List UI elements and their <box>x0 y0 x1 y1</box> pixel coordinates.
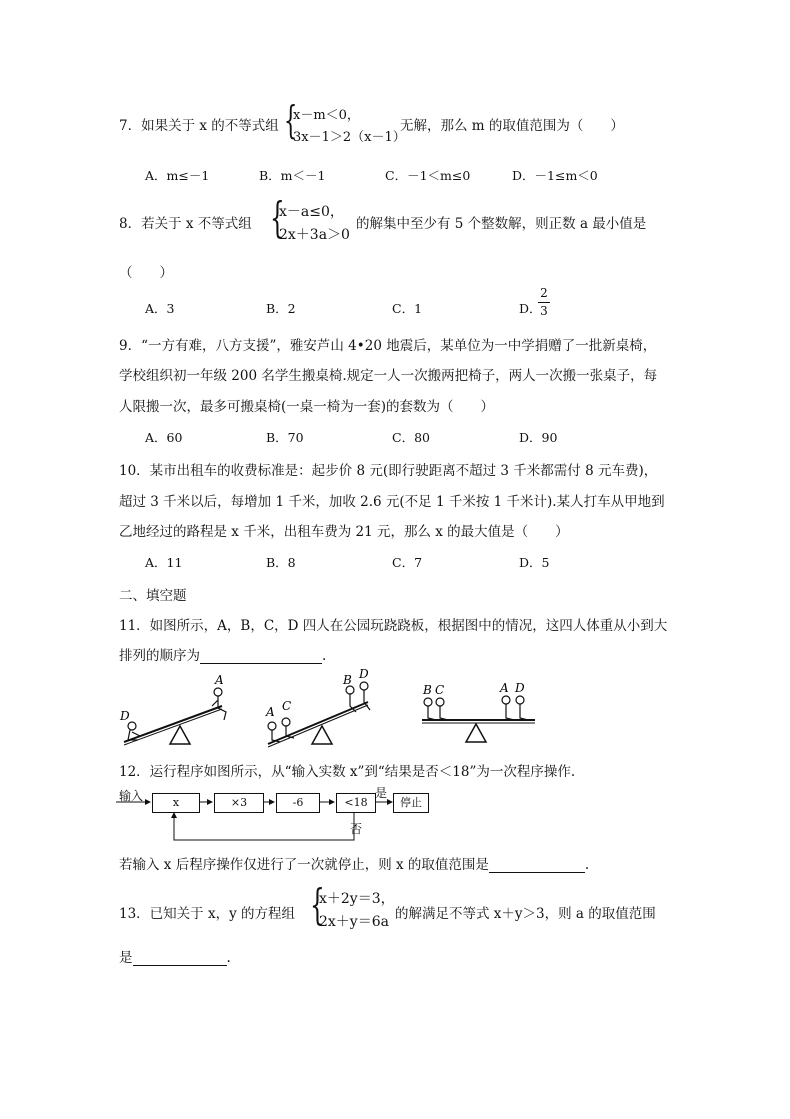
flow-box-multiply: ×3 <box>214 793 264 813</box>
q9-option-b: B．70 <box>266 430 304 445</box>
person-a-icon <box>502 696 514 720</box>
q8-prefix: 8．若关于 x 不等式组 <box>119 216 252 232</box>
q8-option-c: C．1 <box>392 301 423 316</box>
q7-option-b: B．m＜－1 <box>259 168 326 183</box>
q10-option-d: D．5 <box>519 555 550 570</box>
q8-suffix: 的解集中至少有 5 个整数解，则正数 a 最小值是 <box>356 216 647 232</box>
flow-box-x: x <box>152 793 200 813</box>
fig1-label-d: D <box>120 709 130 723</box>
q12-line1: 12．运行程序如图所示，从“输入实数 x”到“结果是否＜18”为一次程序操作. <box>119 764 576 780</box>
fig3-label-c: C <box>435 683 445 697</box>
flow-input-label: 输入 <box>119 789 144 803</box>
fig2-label-c: C <box>282 699 292 713</box>
q11-line2 <box>119 644 326 664</box>
fig2-label-d: D <box>359 667 369 681</box>
brace-icon: { <box>270 193 285 242</box>
seesaw-figure-2 <box>265 667 370 747</box>
q12-line2-prefix: 若输入 x 后程序操作仅进行了一次就停止，则 x 的取值范围是 <box>119 857 489 873</box>
q10-option-b: B．8 <box>266 555 296 570</box>
fig1-label-a: A <box>215 673 224 687</box>
q10-option-c: C．7 <box>392 555 423 570</box>
q10-line3: 乙地经过的路程是 x 千米，出租车费为 21 元，那么 x 的最大值是（ ） <box>119 524 569 540</box>
fraction-denominator: 3 <box>540 304 548 318</box>
q12-answer-blank[interactable] <box>489 858 585 873</box>
person-b-icon <box>424 698 436 720</box>
q9-line1: 9．“一方有难，八方支援”，雅安芦山 4•20 地震后，某单位为一中学捐赠了一批新桌椅， <box>119 338 657 354</box>
q13-line2-prefix: 是 <box>119 950 133 966</box>
q13-sys-line1: x＋2y＝3， <box>319 891 395 907</box>
q9-line3: 人限搬一次，最多可搬桌椅(一桌一椅为一套)的套数为（ ） <box>119 399 495 415</box>
q8-option-b: B．2 <box>266 301 296 316</box>
flow-yes-label: 是 <box>375 786 388 800</box>
q13-equation-system <box>310 880 400 930</box>
q10-line1: 10．某市出租车的收费标准是：起步价 8 元(即行驶距离不超过 3 千米都需付 8 元车费)， <box>119 463 658 479</box>
seesaw-figure-3 <box>422 681 535 742</box>
fraction-bar <box>538 302 550 303</box>
fig3-label-d: D <box>515 681 525 695</box>
fraction-numerator: 2 <box>540 286 548 300</box>
q7-inequality-system <box>284 98 406 145</box>
q13-line2-suffix: . <box>226 950 231 966</box>
q9-option-a: A．60 <box>145 430 183 445</box>
q9-option-c: C．80 <box>392 430 430 445</box>
q13-line2 <box>119 946 231 966</box>
q8-paren: （ ） <box>119 265 173 281</box>
brace-icon: { <box>310 880 325 929</box>
q8-sys-line2: 2x＋3a＞0 <box>279 227 350 243</box>
seesaw-figures <box>110 668 550 750</box>
q13-sys-line2: 2x＋y＝6a <box>319 914 389 930</box>
q11-line1: 11．如图所示，A，B，C，D 四人在公园玩跷跷板，根据图中的情况，这四人体重从小到大 <box>119 618 668 634</box>
q13-prefix: 13．已知关于 x，y 的方程组 <box>119 906 296 922</box>
flow-box-subtract: -6 <box>276 793 320 813</box>
q12-line2-suffix: . <box>584 857 590 873</box>
q8-option-a: A．3 <box>145 301 175 316</box>
q11-line2-prefix: 排列的顺序为 <box>119 648 200 664</box>
q7-sys-line1: x－m＜0， <box>293 108 360 123</box>
person-a-icon <box>212 688 226 720</box>
q7-suffix: 无解，那么 m 的取值范围为（ ） <box>400 118 624 134</box>
q12-line2 <box>119 853 589 873</box>
q7-option-c: C．－1＜m≤0 <box>385 168 471 183</box>
fig3-label-b: B <box>423 683 432 697</box>
person-c-icon <box>436 698 448 720</box>
flow-no-label: 否 <box>350 822 363 836</box>
q9-line2: 学校组织初一年级 200 名学生搬桌椅.规定一人一次搬两把椅子，两人一次搬一张桌子，每 <box>119 368 658 384</box>
brace-icon: { <box>284 98 298 142</box>
section-heading-fill-blank: 二、填空题 <box>119 588 187 604</box>
q9-option-d: D．90 <box>519 430 558 445</box>
q7-option-a: A．m≤－1 <box>145 168 210 183</box>
q11-line2-suffix: . <box>322 648 327 664</box>
q8-sys-line1: x－a≤0， <box>279 204 344 220</box>
fig3-label-a: A <box>500 681 509 695</box>
q8-inequality-system <box>270 193 370 243</box>
q7-option-d: D．－1≤m＜0 <box>512 168 598 183</box>
q7-prefix: 7．如果关于 x 的不等式组 <box>119 118 279 134</box>
q7-sys-line2: 3x－1＞2（x－1） <box>293 130 406 145</box>
fig2-label-b: B <box>343 673 352 687</box>
seesaw-figure-1 <box>119 673 226 745</box>
q13-suffix: 的解满足不等式 x＋y＞3，则 a 的取值范围 <box>395 906 656 922</box>
q8-option-d-fraction <box>538 286 550 319</box>
fig2-label-a: A <box>266 705 275 719</box>
q10-option-a: A．11 <box>145 555 183 570</box>
person-d-icon <box>516 696 528 720</box>
q8-option-d: D． <box>519 301 542 316</box>
q10-line2: 超过 3 千米以后，每增加 1 千米，加收 2.6 元(不足 1 千米按 1 千米计).某人打车从甲地到 <box>119 494 665 510</box>
q13-answer-blank[interactable] <box>133 951 227 966</box>
flow-box-compare: <18 <box>336 793 376 813</box>
flow-box-stop: 停止 <box>393 793 429 813</box>
q11-answer-blank[interactable] <box>200 649 322 664</box>
